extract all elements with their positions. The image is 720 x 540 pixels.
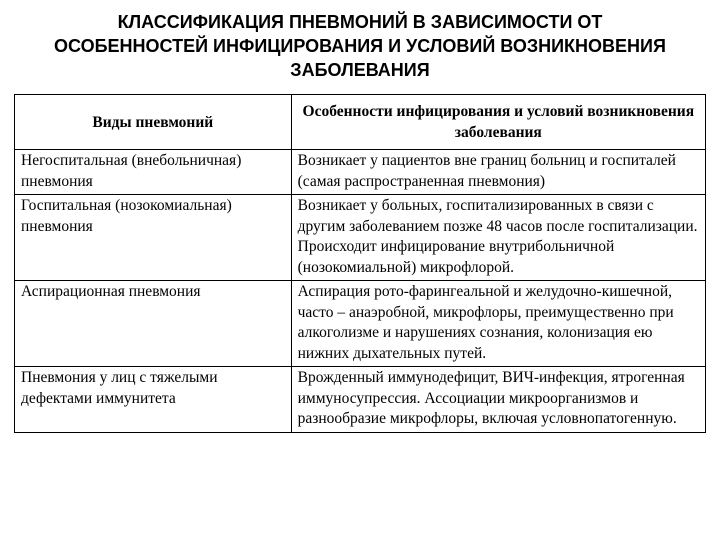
table-header-row — [15, 95, 706, 150]
title-line-2: ОСОБЕННОСТЕЙ ИНФИЦИРОВАНИЯ И УСЛОВИЙ ВОЗНИКНОВЕНИЯ — [54, 36, 666, 56]
cell-pneumonia-type: Негоспитальная (внебольничная) пневмония — [15, 150, 292, 195]
table-row — [15, 367, 706, 433]
cell-pneumonia-type: Аспирационная пневмония — [15, 281, 292, 367]
header-pneumonia-types: Виды пневмоний — [15, 95, 292, 150]
cell-description: Врожденный иммунодефицит, ВИЧ-инфекция, ятрогенная иммуносупрессия. Ассоциации микроорганизмов и разнообразие микрофлоры, включая условнопатогенную. — [291, 367, 705, 433]
cell-pneumonia-type: Госпитальная (нозокомиальная) пневмония — [15, 195, 292, 281]
page-title — [0, 10, 720, 82]
title-line-1: КЛАССИФИКАЦИЯ ПНЕВМОНИЙ В ЗАВИСИМОСТИ ОТ — [117, 12, 603, 32]
cell-description: Аспирация рото-фарингеальной и желудочно-кишечной, часто – анаэробной, микрофлоры, преимущественно при алкоголизме и нарушениях сознания, колонизация ею нижних дыхательных путей. — [291, 281, 705, 367]
cell-description: Возникает у пациентов вне границ больниц и госпиталей (самая распространенная пневмония) — [291, 150, 705, 195]
header-infection-features: Особенности инфицирования и условий возникновения заболевания — [291, 95, 705, 150]
title-line-3: ЗАБОЛЕВАНИЯ — [290, 60, 430, 80]
pneumonia-classification-table — [14, 94, 706, 433]
cell-pneumonia-type: Пневмония у лиц с тяжелыми дефектами иммунитета — [15, 367, 292, 433]
table-row — [15, 150, 706, 195]
table-row — [15, 195, 706, 281]
cell-description: Возникает у больных, госпитализированных в связи с другим заболеванием позже 48 часов после госпитализации. Происходит инфицирование внутрибольничной (нозокомиальной) микрофлорой. — [291, 195, 705, 281]
table-row — [15, 281, 706, 367]
